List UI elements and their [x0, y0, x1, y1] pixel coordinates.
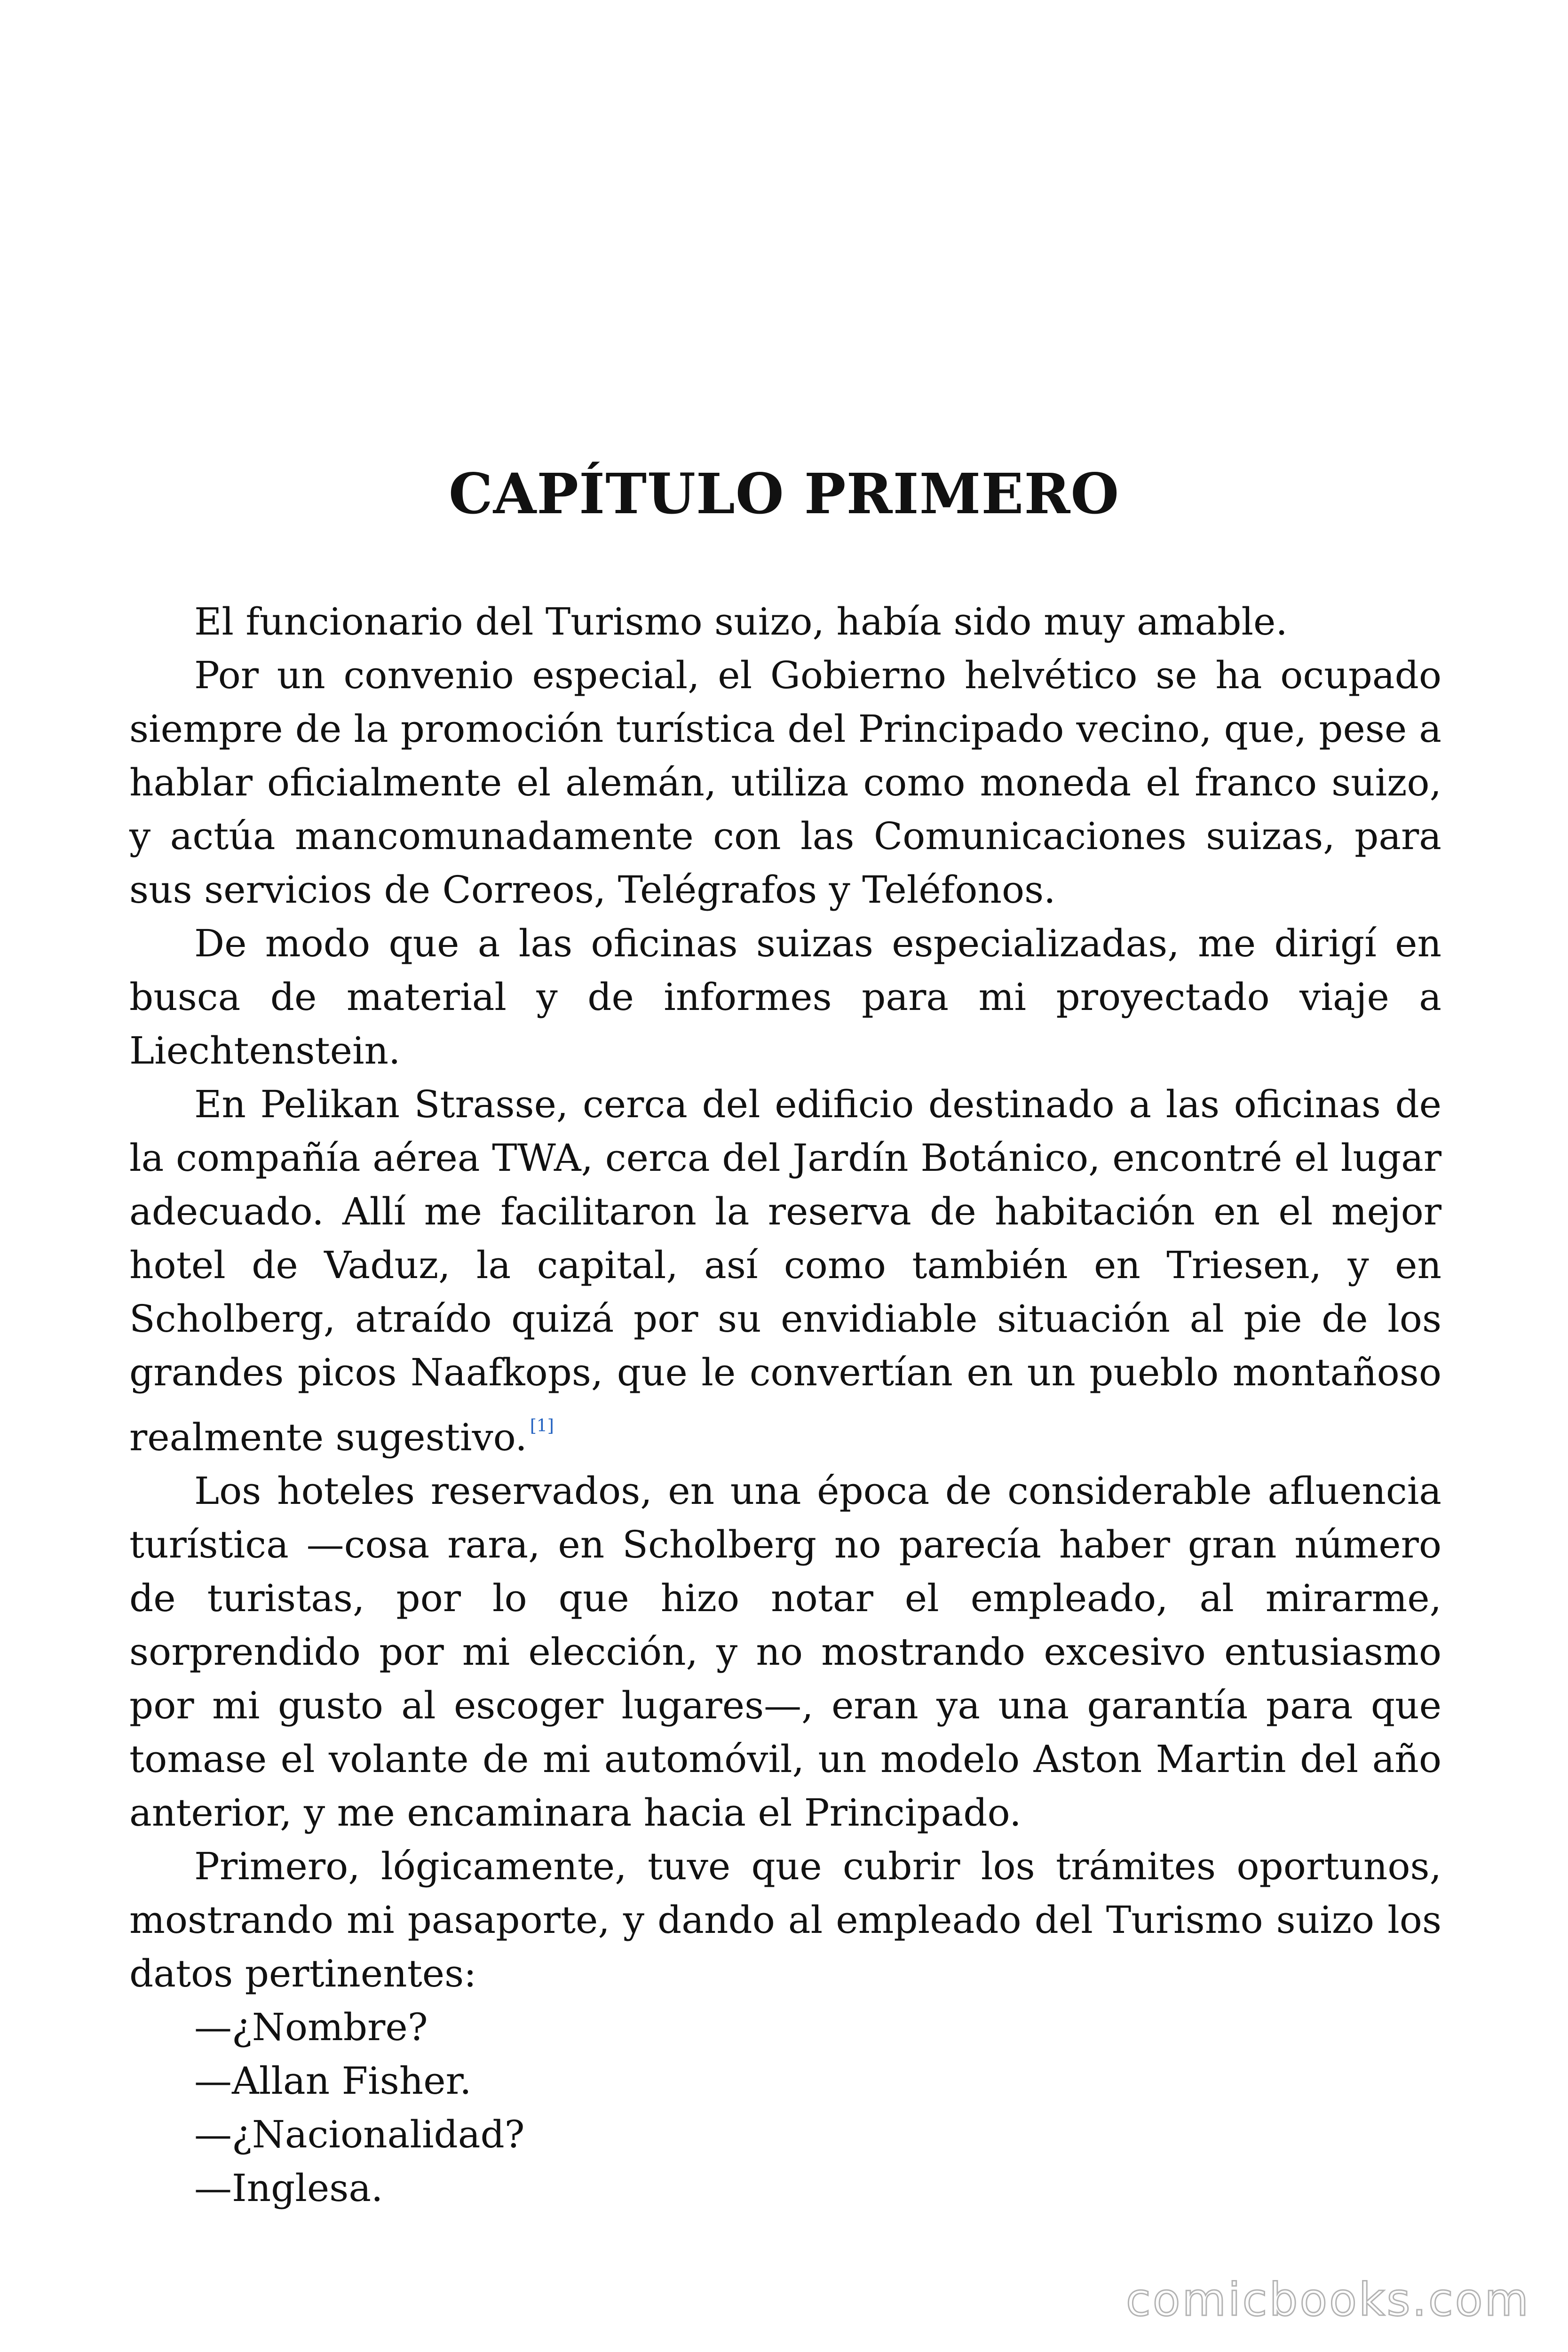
paragraph: El funcionario del Turismo suizo, había sido muy amable.	[194, 600, 1288, 644]
paragraph: Primero, lógicamente, tuve que cubrir los trámites oportunos, mostrando mi pasaporte, y dando al empleado del Turismo suizo los datos pertinentes:	[129, 1844, 1441, 1995]
dialogue-line: —Inglesa.	[194, 2166, 383, 2210]
footnote-link[interactable]: [1]	[530, 1416, 554, 1436]
chapter-body	[129, 595, 1441, 2215]
watermark-logo: comicbooks.com	[1125, 2273, 1530, 2326]
paragraph: De modo que a las oficinas suizas especializadas, me dirigí en busca de material y de informes para mi proyectado viaje a Liechtenstein.	[129, 922, 1441, 1073]
paragraph: Por un convenio especial, el Gobierno helvético se ha ocupado siempre de la promoción turística del Principado vecino, que, pese a hablar oficialmente el alemán, utiliza como moneda el franco suizo, y actúa mancomunadamente con las Comunicaciones suizas, para sus servicios de Correos, Telégrafos y Teléfonos.	[129, 653, 1441, 912]
paragraph-with-footnote	[129, 1078, 1441, 1464]
paragraph-text: En Pelikan Strasse, cerca del edificio destinado a las oficinas de la compañía aérea TWA, cerca del Jardín Botánico, encontré el lugar adecuado. Allí me facilitaron la reserva de habitación en el mejor hotel de Vaduz, la capital, así como también en Triesen, y en Scholberg, atraído quizá por su envidiable situación al pie de los grandes picos Naafkops, que le convertían en un pueblo montañoso realmente sugestivo.	[129, 1082, 1441, 1459]
dialogue-line: —Allan Fisher.	[194, 2059, 472, 2103]
dialogue-line: —¿Nombre?	[194, 2005, 428, 2049]
chapter-title: CAPÍTULO PRIMERO	[448, 461, 1120, 526]
paragraph: Los hoteles reservados, en una época de considerable afluencia turística —cosa rara, en Scholberg no parecía haber gran número de turistas, por lo que hizo notar el empleado, al mirarme, sorprendido por mi elección, y no mostrando excesivo entusiasmo por mi gusto al escoger lugares—, eran ya una garantía para que tomase el volante de mi automóvil, un modelo Aston Martin del año anterior, y me encaminara hacia el Principado.	[129, 1469, 1441, 1835]
dialogue-line: —¿Nacionalidad?	[194, 2113, 525, 2156]
